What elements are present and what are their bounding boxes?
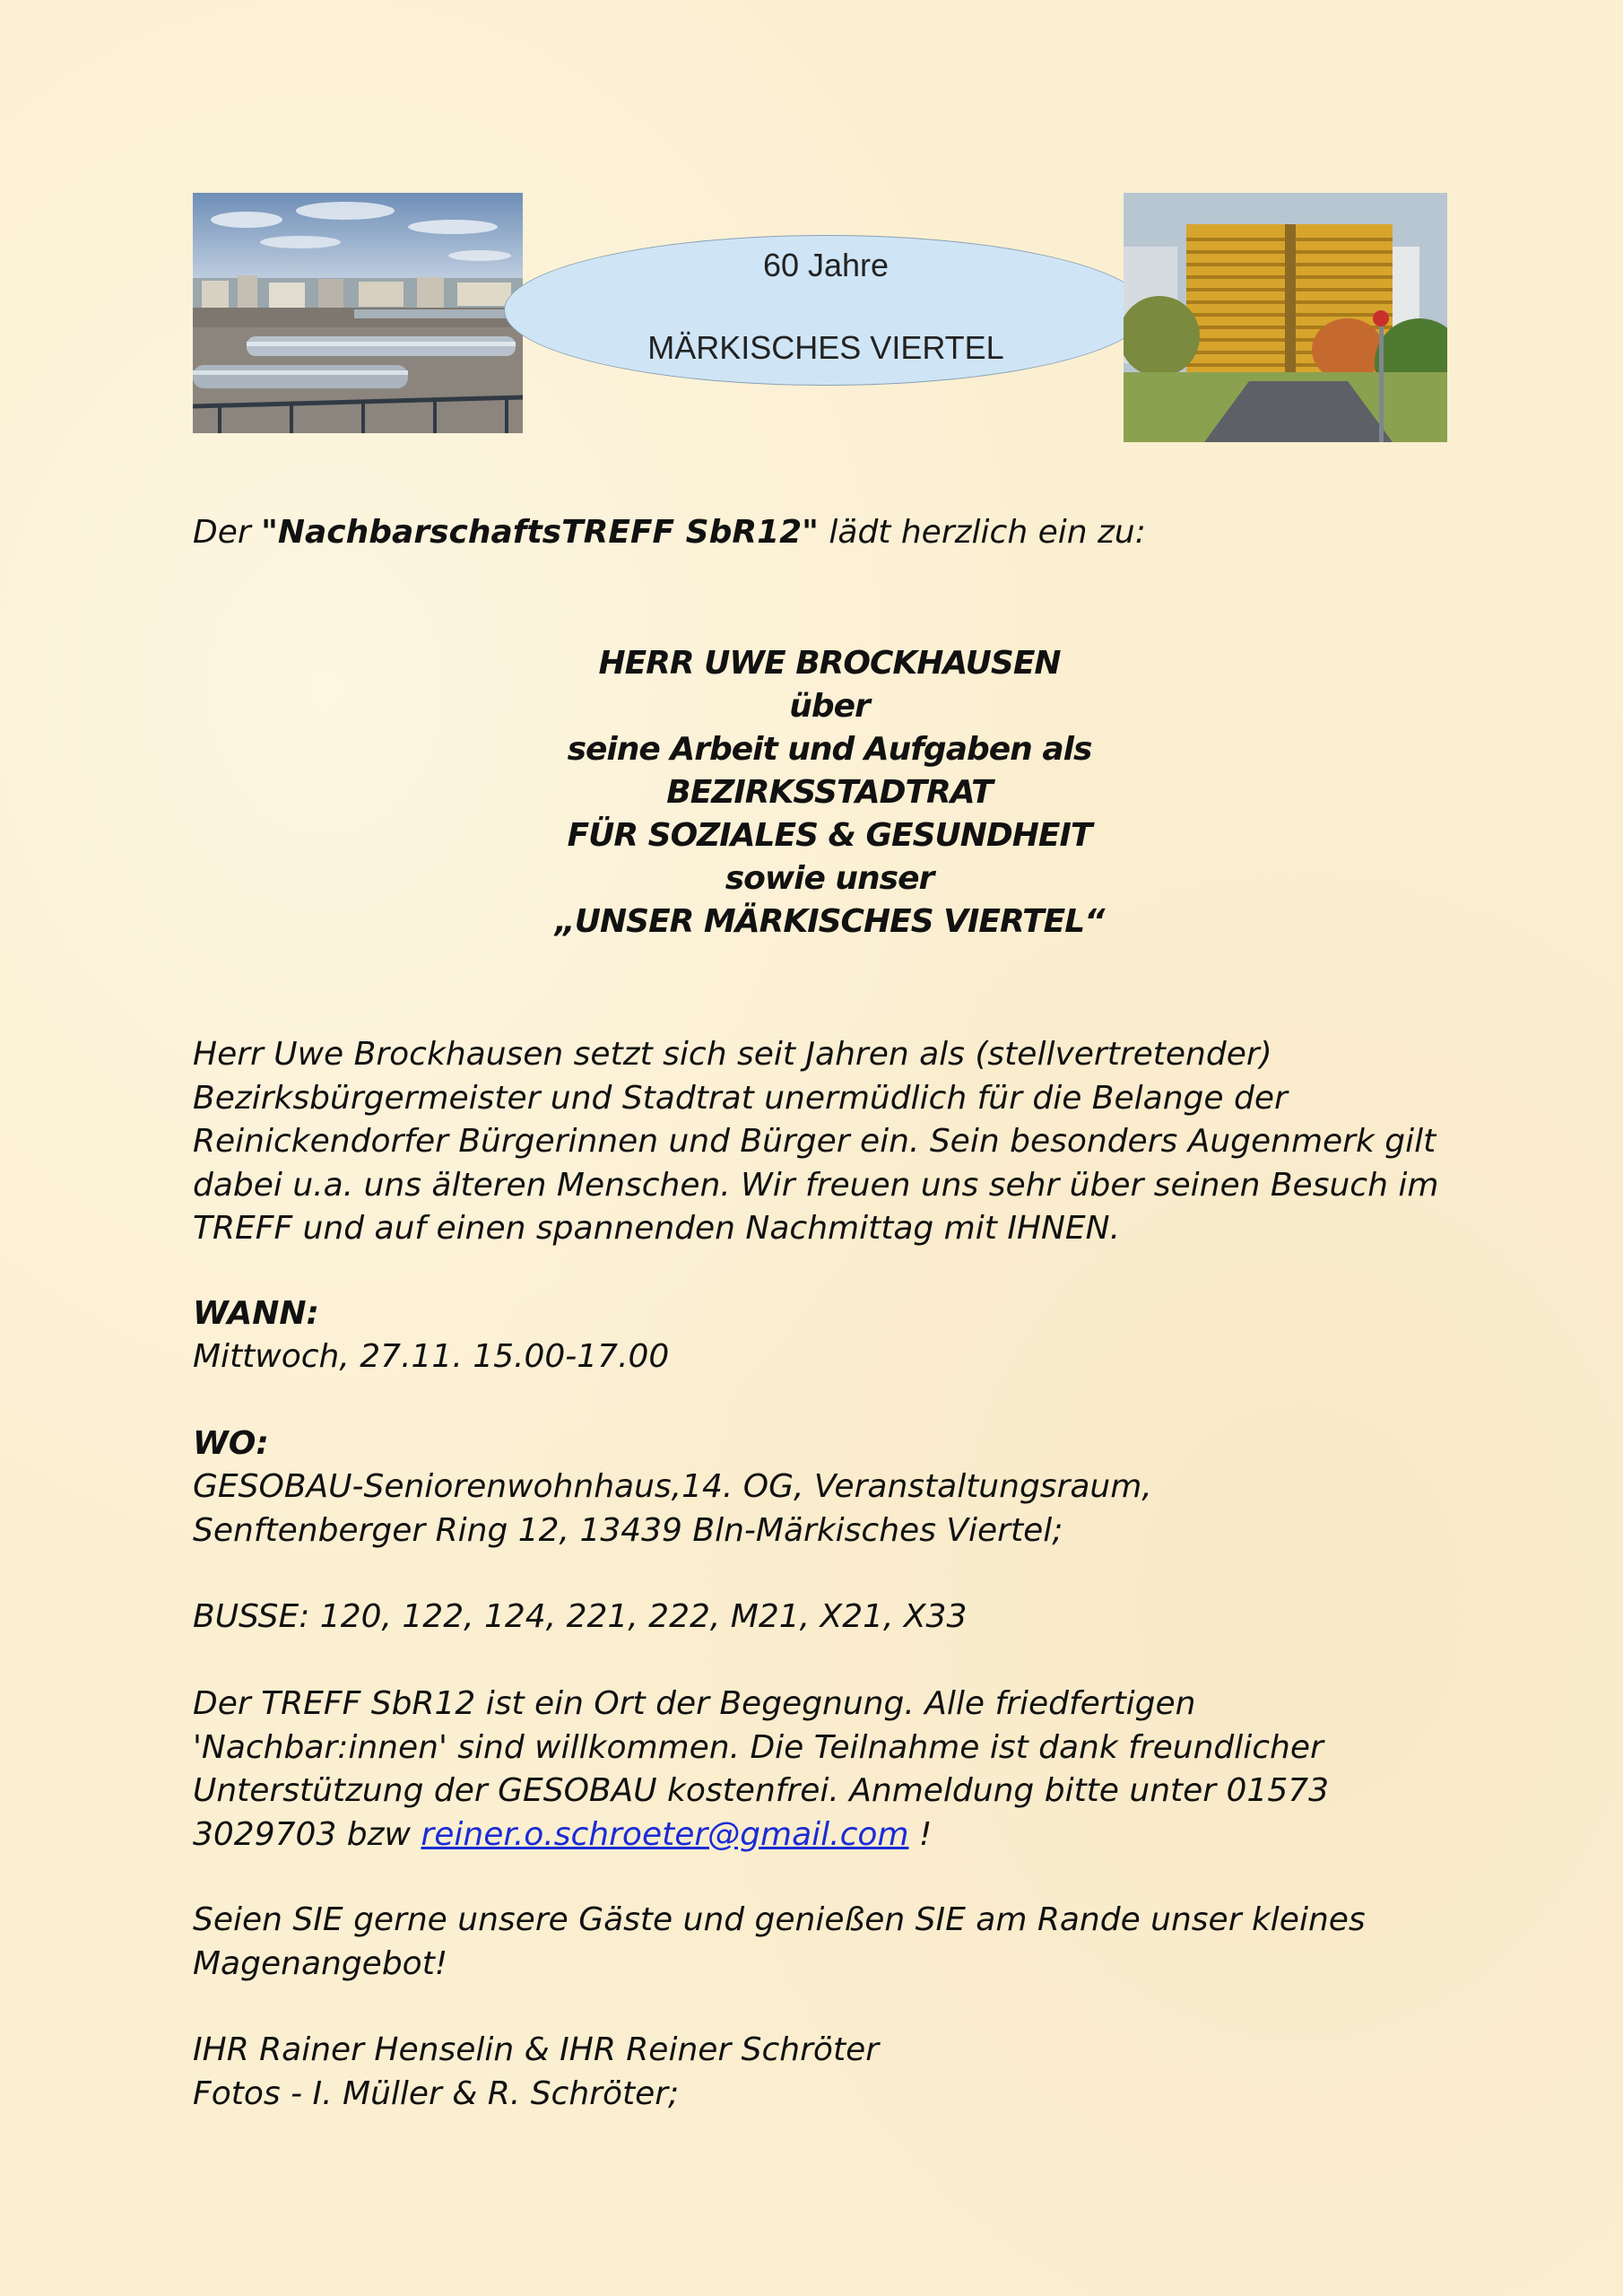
highrise-building-photo: [1124, 193, 1447, 442]
event-title-block: [193, 642, 1466, 944]
banner-line-1: 60 Jahre: [762, 247, 890, 283]
paragraph-line: dabei u.a. uns älteren Menschen. Wir freuen uns sehr über seinen Besuch im: [193, 1166, 1439, 1204]
anniversary-banner: [504, 235, 1148, 386]
signature-names: IHR Rainer Henselin & IHR Reiner Schröter: [193, 2031, 880, 2068]
intro-prefix: Der: [193, 514, 262, 551]
where-label: WO:: [193, 1425, 269, 1462]
title-line: seine Arbeit und Aufgaben als: [567, 731, 1092, 768]
when-value: Mittwoch, 27.11. 15.00-17.00: [193, 1338, 670, 1375]
closing-paragraph: [193, 1899, 1466, 1986]
organizer-name: "NachbarschaftsTREFF SbR12": [261, 514, 819, 551]
treff-line-1: Der TREFF SbR12 ist ein Ort der Begegnung. Alle friedfertigen: [193, 1685, 1196, 1722]
rooftop-skyline-photo: [193, 193, 523, 433]
intro-suffix: lädt herzlich ein zu:: [818, 514, 1146, 551]
description-paragraph: [193, 1033, 1466, 1251]
phone-continuation: 3029703 bzw: [193, 1815, 421, 1853]
where-line-2: Senftenberger Ring 12, 13439 Bln-Märkisches Viertel;: [193, 1511, 1063, 1549]
bus-lines: BUSSE: 120, 122, 124, 221, 222, M21, X21, X33: [193, 1598, 968, 1635]
banner-line-2: MÄRKISCHES VIERTEL: [647, 329, 1004, 366]
title-line: sowie unser: [725, 860, 934, 897]
paragraph-line: Reinickendorfer Bürgerinnen und Bürger ein. Sein besonders Augenmerk gilt: [193, 1123, 1436, 1160]
closing-line-2: Magenangebot!: [193, 1944, 448, 1982]
closing-line-1: Seien SIE gerne unsere Gäste und genießen SIE am Rande unser kleines: [193, 1901, 1366, 1938]
when-label: WANN:: [193, 1295, 319, 1332]
paragraph-line: Bezirksbürgermeister und Stadtrat unermüdlich für die Belange der: [193, 1079, 1288, 1117]
title-line: HERR UWE BROCKHAUSEN: [598, 645, 1061, 682]
where-value: [193, 1465, 1466, 1552]
treff-line-4-suffix: !: [908, 1815, 933, 1853]
where-line-1: GESOBAU-Seniorenwohnhaus,14. OG, Veranstaltungsraum,: [193, 1468, 1152, 1505]
title-line: BEZIRKSSTADTRAT: [666, 774, 993, 811]
treff-paragraph: [193, 1683, 1466, 1857]
treff-line-3: Unterstützung der GESOBAU kostenfrei. Anmeldung bitte unter 01573: [193, 1772, 1330, 1809]
title-line: FÜR SOZIALES & GESUNDHEIT: [567, 817, 1092, 854]
treff-line-4: [193, 1813, 1466, 1857]
paragraph-line: TREFF und auf einen spannenden Nachmittag mit IHNEN.: [193, 1210, 1121, 1247]
email-link[interactable]: reiner.o.schroeter@gmail.com: [421, 1815, 909, 1853]
photo-credits: Fotos - I. Müller & R. Schröter;: [193, 2074, 680, 2112]
paragraph-line: Herr Uwe Brockhausen setzt sich seit Jahren als (stellvertretender): [193, 1036, 1272, 1073]
treff-line-2: 'Nachbar:innen' sind willkommen. Die Teilnahme ist dank freundlicher: [193, 1728, 1324, 1766]
title-line: „UNSER MÄRKISCHES VIERTEL“: [554, 903, 1105, 940]
signature-block: [193, 2029, 1466, 2116]
title-line: über: [789, 688, 870, 725]
intro-line: [193, 511, 1466, 555]
